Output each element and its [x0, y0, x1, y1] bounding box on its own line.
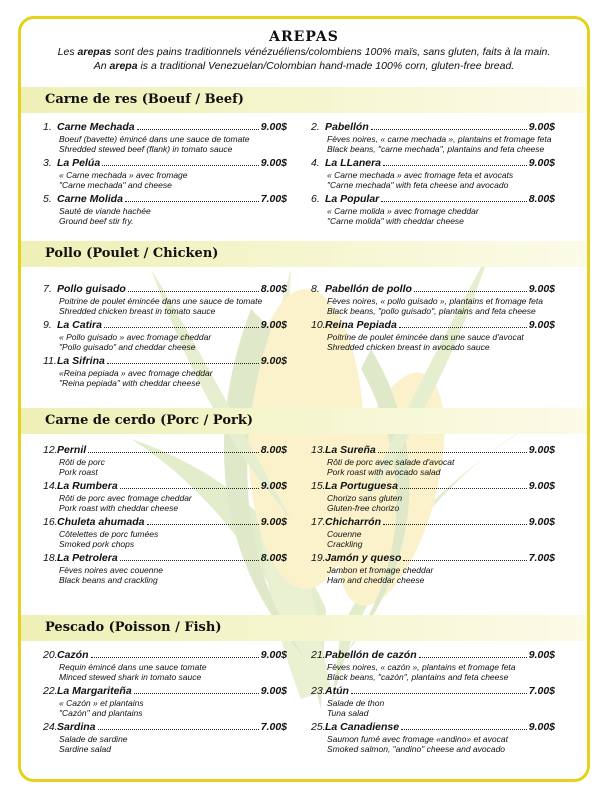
- menu-item: 3. La Pelúa 9.00$ « Carne mechada » avec fromage "Carne mechada" and cheese: [43, 157, 287, 190]
- item-desc-en: Pork roast with avocado salad: [327, 467, 441, 477]
- item-price: 9.00$: [260, 355, 287, 367]
- section-band-chicken: [21, 241, 587, 267]
- item-name: La Canadiense: [325, 721, 400, 733]
- item-desc-en: Black beans, "cazón", plantains and feta cheese: [327, 672, 509, 682]
- item-price: 8.00$: [528, 193, 555, 205]
- item-name: Chuleta ahumada: [57, 516, 145, 528]
- item-price: 9.00$: [260, 649, 287, 661]
- item-name: Carne Mechada: [57, 121, 135, 133]
- item-desc-en: Black beans, "carne mechada", plantains and feta cheese: [327, 144, 545, 154]
- item-desc-fr: Poitrine de poulet émincée dans une sauce de tomate: [59, 296, 263, 306]
- item-price: 9.00$: [528, 649, 555, 661]
- menu-title: AREPAS: [269, 29, 339, 45]
- item-name: Jamón y queso: [325, 552, 402, 564]
- item-desc-fr: Saumon fumé avec fromage «andino» et avocat: [327, 734, 508, 744]
- item-desc-en: Crackling: [327, 539, 363, 549]
- item-price: 7.00$: [528, 685, 555, 697]
- item-price: 9.00$: [528, 283, 555, 295]
- item-desc-fr: Fèves noires, « carne mechada », plantains et fromage feta: [327, 134, 552, 144]
- item-desc-fr: Salade de sardine: [59, 734, 128, 744]
- menu-item: 20. Cazón 9.00$ Requin émincé dans une sauce tomate Minced stewed shark in tomato sauce: [43, 649, 287, 682]
- section-title-fish: Pescado (Poisson / Fish): [45, 620, 222, 635]
- intro-french: Les arepas sont des pains traditionnels vénézuéliens/colombiens 100% maïs, sans gluten, faits à la main.: [57, 46, 551, 58]
- item-price: 9.00$: [528, 721, 555, 733]
- item-name: La Rumbera: [57, 480, 118, 492]
- item-price: 7.00$: [528, 552, 555, 564]
- menu-item: 1. Carne Mechada 9.00$ Boeuf (bavette) émincé dans une sauce de tomate Shredded stewed beef (flank) in tomato sauce: [43, 121, 287, 154]
- item-desc-en: Minced stewed shark in tomato sauce: [59, 672, 202, 682]
- menu-item: 18. La Petrolera 8.00$ Fèves noires avec couenne Black beans and crackling: [43, 552, 287, 585]
- menu-item: 2. Pabellón 9.00$ Fèves noires, « carne mechada », plantains et fromage feta Black beans, "carne mechada", plantains and feta cheese: [311, 121, 555, 154]
- item-desc-fr: Poitrine de poulet émincée dans une sauce d'avocat: [327, 332, 524, 342]
- menu-frame: [18, 16, 590, 782]
- menu-item: 17. Chicharrón 9.00$ Couenne Crackling: [311, 516, 555, 549]
- item-name: Chicharrón: [325, 516, 382, 528]
- item-name: La Catira: [57, 319, 102, 331]
- item-name: Sardina: [57, 721, 96, 733]
- menu-item: 15. La Portuguesa 9.00$ Chorizo sans gluten Gluten-free chorizo: [311, 480, 555, 513]
- item-name: Pollo guisado: [57, 283, 126, 295]
- item-desc-en: "Pollo guisado" and cheddar cheese: [59, 342, 196, 352]
- item-price: 9.00$: [260, 685, 287, 697]
- section-band-beef: [21, 87, 587, 113]
- menu-item: 10. Reina Pepiada 9.00$ Poitrine de poulet émincée dans une sauce d'avocat Shredded chicken breast in avocado sauce: [311, 319, 555, 352]
- item-price: 9.00$: [528, 121, 555, 133]
- item-price: 9.00$: [528, 480, 555, 492]
- item-price: 9.00$: [528, 516, 555, 528]
- item-name: Atún: [325, 685, 349, 697]
- section-title-pork: Carne de cerdo (Porc / Pork): [45, 413, 253, 428]
- item-price: 9.00$: [260, 157, 287, 169]
- item-name: Reina Pepiada: [325, 319, 397, 331]
- item-price: 8.00$: [260, 444, 287, 456]
- item-desc-fr: Boeuf (bavette) émincé dans une sauce de tomate: [59, 134, 250, 144]
- item-desc-fr: Rôti de porc: [59, 457, 105, 467]
- item-desc-fr: « Pollo guisado » avec fromage cheddar: [59, 332, 212, 342]
- item-desc-fr: « Carne mechada » avec fromage: [59, 170, 188, 180]
- item-desc-fr: Requin émincé dans une sauce tomate: [59, 662, 207, 672]
- menu-item: 19. Jamón y queso 7.00$ Jambon et fromage cheddar Ham and cheddar cheese: [311, 552, 555, 585]
- menu-item: 9. La Catira 9.00$ « Pollo guisado » avec fromage cheddar "Pollo guisado" and cheddar cheese: [43, 319, 287, 352]
- item-price: 9.00$: [260, 319, 287, 331]
- item-desc-fr: Fèves noires avec couenne: [59, 565, 163, 575]
- menu-item: 8. Pabellón de pollo 9.00$ Fèves noires, « pollo guisado », plantains et fromage feta Black beans, "pollo guisado", plantains and feta cheese: [311, 283, 555, 316]
- item-name: La Margariteña: [57, 685, 132, 697]
- section-band-fish: [21, 615, 587, 641]
- item-desc-en: Ground beef stir fry.: [59, 216, 134, 226]
- item-desc-fr: Sauté de viande hachée: [59, 206, 151, 216]
- item-price: 9.00$: [528, 157, 555, 169]
- menu-item: 4. La LLanera 9.00$ « Carne mechada » avec fromage feta et avocats "Carne mechada" with feta cheese and avocado: [311, 157, 555, 190]
- item-name: Pabellón de cazón: [325, 649, 417, 661]
- item-desc-en: Black beans and crackling: [59, 575, 158, 585]
- item-name: Pernil: [57, 444, 87, 456]
- intro-english: An arepa is a traditional Venezuelan/Colombian hand-made 100% corn, gluten-free bread.: [93, 60, 515, 72]
- item-name: La Pelúa: [57, 157, 101, 169]
- item-name: La LLanera: [325, 157, 382, 169]
- item-name: La Sureña: [325, 444, 376, 456]
- item-name: Carne Molida: [57, 193, 123, 205]
- item-price: 9.00$: [528, 319, 555, 331]
- menu-item: 22. La Margariteña 9.00$ « Cazón » et plantains "Cazón" and plantains: [43, 685, 287, 718]
- item-desc-en: Pork roast: [59, 467, 98, 477]
- menu-item: 5. Carne Molida 7.00$ Sauté de viande hachée Ground beef stir fry.: [43, 193, 287, 226]
- menu-item: 21. Pabellón de cazón 9.00$ Fèves noires, « cazón », plantains et fromage feta Black beans, "cazón", plantains and feta cheese: [311, 649, 555, 682]
- item-desc-en: Shredded chicken breast in avocado sauce: [327, 342, 490, 352]
- section-band-pork: [21, 408, 587, 434]
- item-price: 7.00$: [260, 721, 287, 733]
- item-desc-fr: Côtelettes de porc fumées: [59, 529, 159, 539]
- item-desc-fr: « Carne molida » avec fromage cheddar: [327, 206, 479, 216]
- menu-item: 16. Chuleta ahumada 9.00$ Côtelettes de porc fumées Smoked pork chops: [43, 516, 287, 549]
- item-desc-fr: Fèves noires, « pollo guisado », plantains et fromage feta: [327, 296, 543, 306]
- item-name: La Petrolera: [57, 552, 118, 564]
- item-desc-en: Ham and cheddar cheese: [327, 575, 425, 585]
- menu-item: 24. Sardina 7.00$ Salade de sardine Sardine salad: [43, 721, 287, 754]
- menu-item: 12. Pernil 8.00$ Rôti de porc Pork roast: [43, 444, 287, 477]
- menu-item: 7. Pollo guisado 8.00$ Poitrine de poulet émincée dans une sauce de tomate Shredded chicken breast in tomato sauce: [43, 283, 287, 316]
- item-desc-en: Smoked pork chops: [59, 539, 135, 549]
- item-desc-en: Gluten-free chorizo: [327, 503, 400, 513]
- item-desc-fr: Jambon et fromage cheddar: [327, 565, 434, 575]
- item-desc-en: Sardine salad: [59, 744, 111, 754]
- item-desc-en: "Carne molida" with cheddar cheese: [327, 216, 464, 226]
- item-price: 8.00$: [260, 283, 287, 295]
- item-desc-fr: Fèves noires, « cazón », plantains et fromage feta: [327, 662, 516, 672]
- menu-item: 11. La Sifrina 9.00$ «Reina pepiada » avec fromage cheddar "Reina pepiada" with cheddar cheese: [43, 355, 287, 388]
- item-desc-fr: Rôti de porc avec salade d'avocat: [327, 457, 455, 467]
- item-desc-fr: «Reina pepiada » avec fromage cheddar: [59, 368, 213, 378]
- item-name: La Popular: [325, 193, 380, 205]
- menu-item: 13. La Sureña 9.00$ Rôti de porc avec salade d'avocat Pork roast with avocado salad: [311, 444, 555, 477]
- item-desc-en: Black beans, "pollo guisado", plantains and feta cheese: [327, 306, 536, 316]
- menu-item: 14. La Rumbera 9.00$ Rôti de porc avec fromage cheddar Pork roast with cheddar cheese: [43, 480, 287, 513]
- item-price: 9.00$: [260, 121, 287, 133]
- item-price: 9.00$: [260, 480, 287, 492]
- item-desc-fr: « Carne mechada » avec fromage feta et avocats: [327, 170, 514, 180]
- item-desc-en: "Reina pepiada" with cheddar cheese: [59, 378, 201, 388]
- item-price: 7.00$: [260, 193, 287, 205]
- item-desc-fr: « Cazón » et plantains: [59, 698, 144, 708]
- item-desc-fr: Couenne: [327, 529, 362, 539]
- item-desc-fr: Rôti de porc avec fromage cheddar: [59, 493, 192, 503]
- item-desc-en: Pork roast with cheddar cheese: [59, 503, 179, 513]
- item-desc-fr: Chorizo sans gluten: [327, 493, 403, 503]
- item-name: Cazón: [57, 649, 89, 661]
- item-desc-en: Shredded chicken breast in tomato sauce: [59, 306, 216, 316]
- item-desc-en: "Cazón" and plantains: [59, 708, 143, 718]
- menu-item: 6. La Popular 8.00$ « Carne molida » avec fromage cheddar "Carne molida" with cheddar cheese: [311, 193, 555, 226]
- item-desc-en: "Carne mechada" with feta cheese and avocado: [327, 180, 509, 190]
- item-price: 8.00$: [260, 552, 287, 564]
- item-price: 9.00$: [260, 516, 287, 528]
- item-name: La Portuguesa: [325, 480, 398, 492]
- item-price: 9.00$: [528, 444, 555, 456]
- item-desc-en: Tuna salad: [327, 708, 369, 718]
- section-title-beef: Carne de res (Boeuf / Beef): [45, 92, 244, 107]
- item-name: Pabellón de pollo: [325, 283, 412, 295]
- item-desc-en: "Carne mechada" and cheese: [59, 180, 172, 190]
- item-name: Pabellón: [325, 121, 369, 133]
- item-desc-en: Smoked salmon, "andino" cheese and avocado: [327, 744, 506, 754]
- section-title-chicken: Pollo (Poulet / Chicken): [45, 246, 219, 261]
- menu-item: 23. Atún 7.00$ Salade de thon Tuna salad: [311, 685, 555, 718]
- item-desc-en: Shredded stewed beef (flank) in tomato sauce: [59, 144, 233, 154]
- item-name: La Sifrina: [57, 355, 105, 367]
- menu-item: 25. La Canadiense 9.00$ Saumon fumé avec fromage «andino» et avocat Smoked salmon, "andino" cheese and avocado: [311, 721, 555, 754]
- menu-header: [21, 29, 587, 73]
- item-desc-fr: Salade de thon: [327, 698, 385, 708]
